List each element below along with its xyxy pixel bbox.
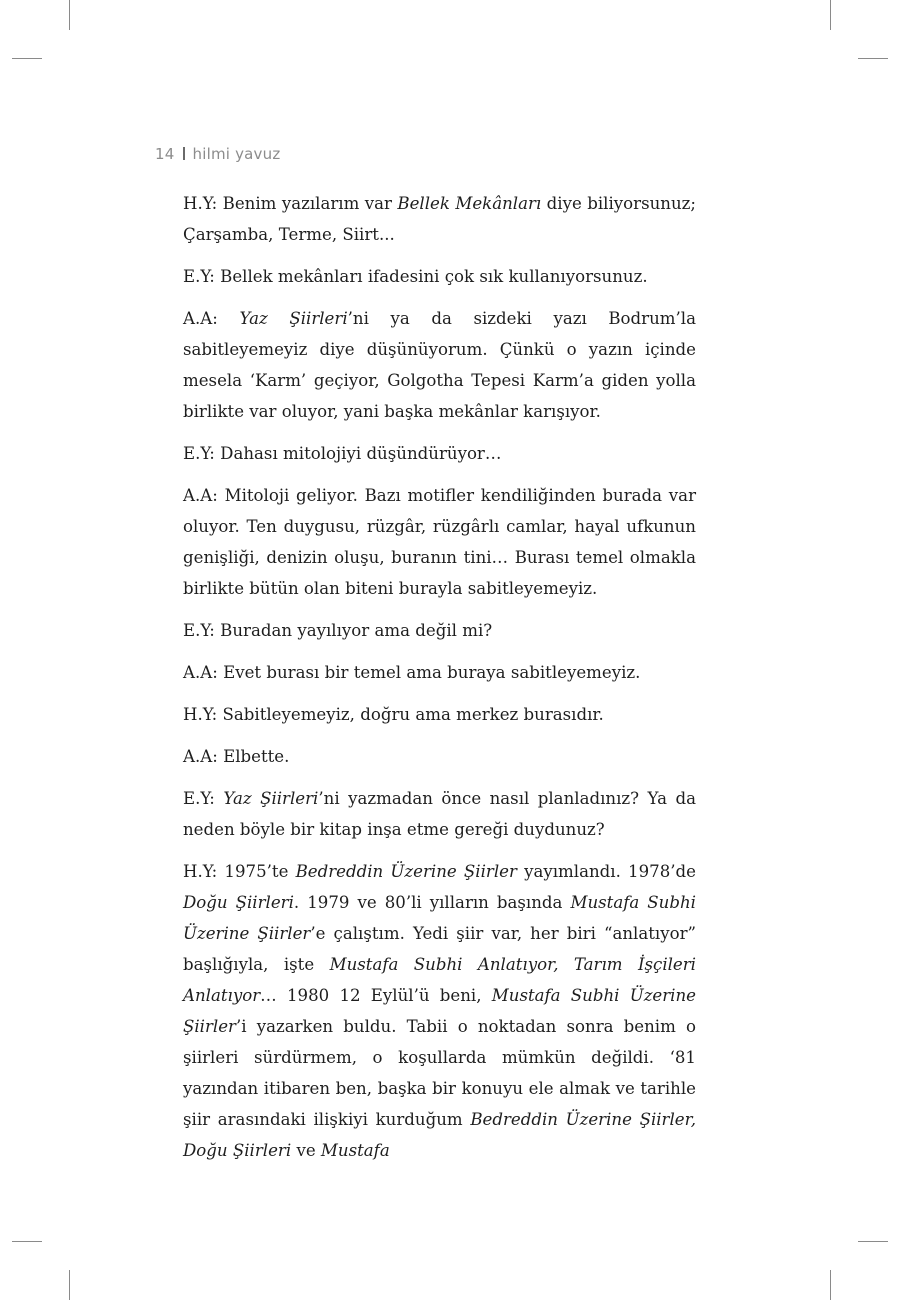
italic-title-text: Mustafa Subhi Üzerine Şiirler bbox=[183, 986, 696, 1036]
paragraph-text: A.A: bbox=[183, 309, 240, 328]
paragraph-text: diye biliyorsunuz; Çarşamba, Terme, Siirt... bbox=[183, 194, 696, 244]
italic-title-text: Bellek Mekânları bbox=[397, 194, 542, 213]
paragraph-text: ’ni yazmadan önce nasıl planladınız? Ya da neden böyle bir kitap inşa etme gereği duydunuz? bbox=[183, 789, 696, 839]
paragraph bbox=[183, 741, 696, 772]
crop-mark-top-left-h bbox=[12, 58, 42, 59]
paragraph bbox=[183, 303, 696, 427]
running-head-author: hilmi yavuz bbox=[192, 145, 281, 163]
page-number: 14 bbox=[155, 145, 175, 163]
paragraph-text: . 1979 ve 80’li yılların başında bbox=[293, 893, 571, 912]
paragraph-text: A.A: Mitoloji geliyor. Bazı motifler kendiliğinden burada var oluyor. Ten duygusu, rüzgâr, rüzgârlı camlar, hayal ufkunun genişliği, denizin oluşu, buranın tini… Burası temel olmakla birlikte bütün olan biteni burayla sabitleyemeyiz. bbox=[183, 486, 696, 598]
italic-title-text: Bedreddin Üzerine Şiirler bbox=[295, 862, 517, 881]
italic-title-text: Mustafa bbox=[320, 1141, 390, 1160]
paragraph-text: H.Y: 1975’te bbox=[183, 862, 296, 881]
paragraph-text: ’i yazarken buldu. Tabii o noktadan sonra benim o şiirleri sürdürmem, o koşullarda mümkün değildi. ‘81 yazından itibaren ben, başka bir konuyu ele almak ve tarihle şiir arasındaki ilişkiyi kurduğum bbox=[183, 1017, 696, 1129]
paragraph bbox=[183, 783, 696, 845]
paragraph-text: … 1980 12 Eylül’ü beni, bbox=[260, 986, 492, 1005]
crop-mark-top-right bbox=[830, 0, 831, 30]
paragraph-text: H.Y: Benim yazılarım var bbox=[183, 194, 398, 213]
italic-title-text: Yaz Şiirleri bbox=[223, 789, 319, 808]
italic-title-text: Yaz Şiirleri bbox=[239, 309, 348, 328]
paragraph-text: yayımlandı. 1978’de bbox=[516, 862, 696, 881]
crop-mark-bottom-left bbox=[69, 1270, 70, 1300]
paragraph bbox=[183, 480, 696, 604]
paragraph-text: E.Y: bbox=[183, 789, 224, 808]
paragraph-text: E.Y: Buradan yayılıyor ama değil mi? bbox=[183, 621, 493, 640]
italic-title-text: Mustafa Subhi Üzerine Şiirler bbox=[183, 893, 696, 943]
paragraph-text: H.Y: Sabitleyemeyiz, doğru ama merkez burasıdır. bbox=[183, 705, 604, 724]
running-head bbox=[155, 145, 280, 163]
crop-mark-bottom-right-h bbox=[858, 1241, 888, 1242]
paragraph-text: ’e çalıştım. Yedi şiir var, her biri “anlatıyor” başlığıyla, işte bbox=[183, 924, 696, 974]
crop-mark-bottom-right bbox=[830, 1270, 831, 1300]
paragraph bbox=[183, 699, 696, 730]
body-text bbox=[183, 188, 696, 1177]
crop-mark-top-left bbox=[69, 0, 70, 30]
paragraph bbox=[183, 261, 696, 292]
paragraph-text: E.Y: Bellek mekânları ifadesini çok sık kullanıyorsunuz. bbox=[183, 267, 648, 286]
paragraph bbox=[183, 856, 696, 1166]
paragraph-text: ve bbox=[291, 1141, 321, 1160]
running-head-separator bbox=[183, 147, 185, 160]
paragraph-text: A.A: Evet burası bir temel ama buraya sabitleyemeyiz. bbox=[183, 663, 641, 682]
paragraph bbox=[183, 615, 696, 646]
paragraph-text: E.Y: Dahası mitolojiyi düşündürüyor… bbox=[183, 444, 502, 463]
italic-title-text: Bedreddin Üzerine Şiirler, Doğu Şiirleri bbox=[183, 1110, 696, 1160]
crop-mark-bottom-left-h bbox=[12, 1241, 42, 1242]
paragraph-text: A.A: Elbette. bbox=[183, 747, 290, 766]
paragraph-text: ’ni ya da sizdeki yazı Bodrum’la sabitleyemeyiz diye düşünüyorum. Çünkü o yazın içinde mesela ‘Karm’ geçiyor, Golgotha Tepesi Karm’a giden yolla birlikte var oluyor, yani başka mekânlar karışıyor. bbox=[183, 309, 697, 421]
italic-title-text: Doğu Şiirleri bbox=[183, 893, 294, 912]
crop-mark-top-right-h bbox=[858, 58, 888, 59]
italic-title-text: Mustafa Subhi Anlatıyor, Tarım İşçileri Anlatıyor bbox=[183, 955, 696, 1005]
paragraph bbox=[183, 438, 696, 469]
paragraph bbox=[183, 188, 696, 250]
paragraph bbox=[183, 657, 696, 688]
